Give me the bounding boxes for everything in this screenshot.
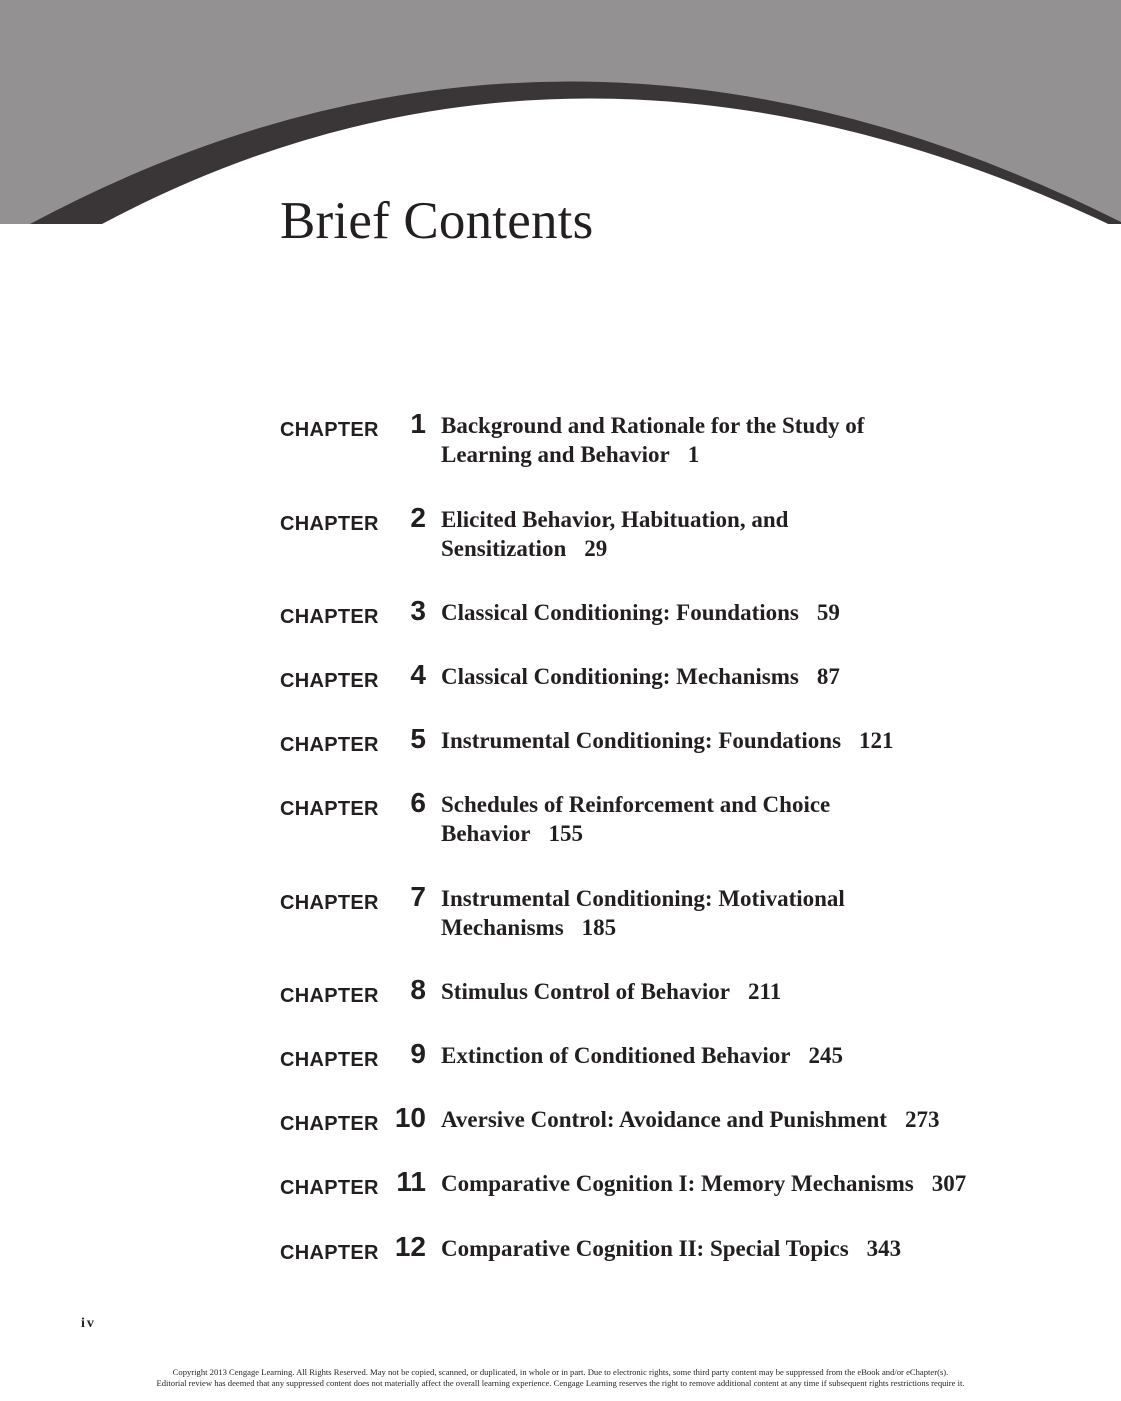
chapter-label: CHAPTER xyxy=(280,798,379,820)
chapter-title xyxy=(441,884,1001,942)
chapter-title xyxy=(441,726,1001,755)
chapter-title-text: Aversive Control: Avoidance and Punishment xyxy=(441,1107,887,1132)
chapter-page-number: 185 xyxy=(581,915,617,940)
chapter-title xyxy=(441,1169,1001,1198)
chapter-number: 9 xyxy=(410,1038,426,1069)
chapter-title xyxy=(441,977,1001,1006)
chapter-number: 2 xyxy=(410,502,426,533)
toc-entry xyxy=(280,1038,1000,1104)
toc-entry xyxy=(280,408,1000,474)
chapter-number: 3 xyxy=(410,595,426,626)
chapter-number: 10 xyxy=(394,1102,426,1133)
chapter-title xyxy=(441,598,1001,627)
chapter-title xyxy=(441,411,1001,469)
chapter-number: 7 xyxy=(410,881,426,912)
chapter-page-number: 245 xyxy=(808,1043,844,1068)
chapter-label: CHAPTER xyxy=(280,734,379,756)
chapter-page-number: 307 xyxy=(931,1171,967,1196)
toc-entry xyxy=(280,595,1000,661)
chapter-page-number: 121 xyxy=(859,728,894,753)
chapter-title-text: Classical Conditioning: Mechanisms xyxy=(441,664,799,689)
chapter-page-number: 343 xyxy=(866,1236,902,1261)
chapter-label: CHAPTER xyxy=(280,892,379,914)
chapter-title-text: Extinction of Conditioned Behavior xyxy=(441,1043,791,1068)
chapter-page-number: 1 xyxy=(687,442,700,467)
chapter-number: 8 xyxy=(410,974,426,1005)
chapter-title xyxy=(441,662,1001,691)
chapter-title-text: Elicited Behavior, Habituation, and xyxy=(441,507,789,532)
chapter-title xyxy=(441,1234,1001,1263)
chapter-title xyxy=(441,1041,1001,1070)
chapter-title-text: Instrumental Conditioning: Motivational xyxy=(441,886,845,911)
chapter-number: 6 xyxy=(410,787,426,818)
chapter-title-text: Background and Rationale for the Study of xyxy=(441,413,865,438)
chapter-label: CHAPTER xyxy=(280,606,379,628)
chapter-number: 5 xyxy=(410,723,426,754)
toc-entry xyxy=(280,659,1000,725)
page-title: Brief Contents xyxy=(280,192,594,250)
chapter-label: CHAPTER xyxy=(280,985,379,1007)
copyright-line-1: Copyright 2013 Cengage Learning. All Rights Reserved. May not be copied, scanned, or duplicated, in whole or in part. Due to electronic rights, some third party content may be suppressed from the eBook and/or eChapter(s). xyxy=(172,1367,949,1377)
chapter-label: CHAPTER xyxy=(280,513,379,535)
chapter-title-continued: Behavior xyxy=(441,821,531,846)
chapter-page-number: 155 xyxy=(548,821,583,846)
chapter-title-text: Comparative Cognition II: Special Topics xyxy=(441,1236,849,1261)
toc-entry xyxy=(280,1166,1000,1232)
chapter-page-number: 29 xyxy=(584,536,608,561)
chapter-title-text: Schedules of Reinforcement and Choice xyxy=(441,792,831,817)
chapter-title xyxy=(441,790,1001,848)
toc-entry xyxy=(280,974,1000,1040)
toc-entry xyxy=(280,1102,1000,1168)
chapter-page-number: 87 xyxy=(816,664,840,689)
toc-entry xyxy=(280,1231,1000,1297)
chapter-title-text: Stimulus Control of Behavior xyxy=(441,979,731,1004)
chapter-label: CHAPTER xyxy=(280,670,379,692)
toc-entry xyxy=(280,502,1000,568)
chapter-title xyxy=(441,505,1001,563)
copyright-notice xyxy=(0,1367,1121,1389)
chapter-number: 4 xyxy=(410,659,426,690)
chapter-page-number: 59 xyxy=(816,600,840,625)
chapter-title-continued: Learning and Behavior xyxy=(441,442,670,467)
chapter-title-continued: Mechanisms xyxy=(441,915,564,940)
chapter-title-continued: Sensitization xyxy=(441,536,567,561)
chapter-number: 1 xyxy=(410,408,426,439)
chapter-title-text: Comparative Cognition I: Memory Mechanisms xyxy=(441,1171,914,1196)
chapter-label: CHAPTER xyxy=(280,1242,379,1264)
toc-entry xyxy=(280,881,1000,947)
chapter-title xyxy=(441,1105,1001,1134)
chapter-page-number: 273 xyxy=(904,1107,940,1132)
chapter-label: CHAPTER xyxy=(280,1177,379,1199)
chapter-label: CHAPTER xyxy=(280,1049,379,1071)
chapter-page-number: 211 xyxy=(748,979,782,1004)
toc-entry xyxy=(280,723,1000,789)
chapter-label: CHAPTER xyxy=(280,419,379,441)
copyright-line-2: Editorial review has deemed that any suppressed content does not materially affect the overall learning experience. Cengage Learning reserves the right to remove additional content at any time if subsequent rights restrictions require it. xyxy=(156,1378,965,1388)
toc-entry xyxy=(280,787,1000,853)
chapter-title-text: Instrumental Conditioning: Foundations xyxy=(441,728,842,753)
chapter-label: CHAPTER xyxy=(280,1113,379,1135)
chapter-title-text: Classical Conditioning: Foundations xyxy=(441,600,799,625)
page-folio: iv xyxy=(81,1316,96,1331)
chapter-number: 12 xyxy=(394,1231,426,1262)
chapter-number: 11 xyxy=(396,1166,426,1197)
